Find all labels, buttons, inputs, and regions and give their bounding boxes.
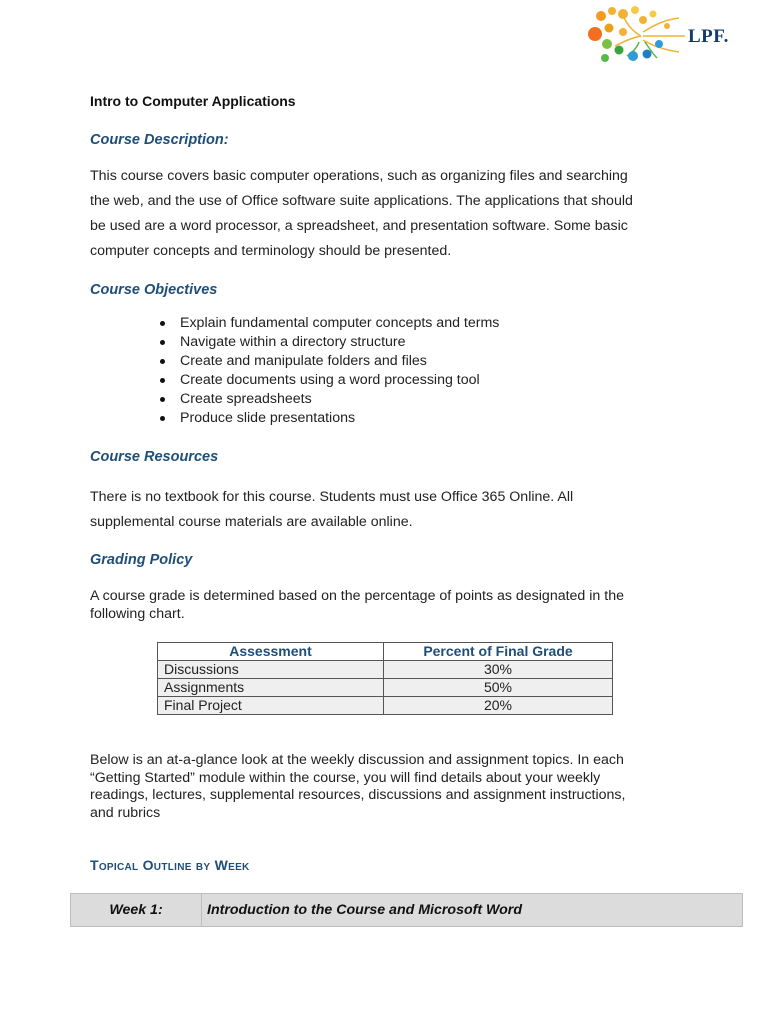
list-item: Navigate within a directory structure [90,333,499,352]
text-line: readings, lectures, supplemental resources, discussions and assignment instructions, [90,787,626,803]
text-line: following chart. [90,605,185,622]
logo-text: LPF. [688,26,729,47]
overview-text [90,752,690,822]
grading-table [157,642,613,715]
text-line: computer concepts and terminology should be presented. [90,243,452,259]
list-item: Produce slide presentations [90,409,499,428]
assessment-cell: Discussions [158,661,384,679]
table-row [158,661,613,679]
text-line: There is no textbook for this course. Students must use Office 365 Online. All [90,489,574,505]
course-resources-text [90,485,690,535]
week-label: Week 1: [71,894,202,926]
text-line: A course grade is determined based on the percentage of points as designated in the [90,588,624,604]
course-resources-heading: Course Resources [90,449,219,465]
percent-cell: 30% [384,661,613,679]
week-row [70,893,743,927]
grading-policy-text [90,588,690,623]
assessment-cell: Assignments [158,679,384,697]
text-line: the web, and the use of Office software suite applications. The applications that should [90,193,633,209]
lpf-logo [583,2,743,66]
course-description-heading: Course Description: [90,132,229,148]
course-objectives-heading: Course Objectives [90,282,218,298]
percent-cell: 20% [384,697,613,715]
list-item: Explain fundamental computer concepts and terms [90,314,499,333]
assessment-cell: Final Project [158,697,384,715]
text-line: “Getting Started” module within the course, you will find details about your weekly [90,769,601,786]
column-header: Percent of Final Grade [384,643,613,661]
percent-cell: 50% [384,679,613,697]
text-line: and rubrics [90,804,161,821]
list-item: Create and manipulate folders and files [90,352,499,371]
table-header-row [158,643,613,661]
document-title: Intro to Computer Applications [90,93,296,109]
text-line: This course covers basic computer operations, such as organizing files and searching [90,168,628,184]
grading-policy-heading: Grading Policy [90,552,193,568]
circuit-tree-icon [583,2,688,66]
table-row [158,679,613,697]
topical-outline-heading: Topical Outline by Week [90,857,250,873]
text-line: be used are a word processor, a spreadsheet, and presentation software. Some basic [90,218,628,234]
objectives-list [90,314,499,428]
text-line: Below is an at-a-glance look at the weekly discussion and assignment topics. In each [90,752,624,768]
week-topic: Introduction to the Course and Microsoft Word [207,902,522,918]
list-item: Create spreadsheets [90,390,499,409]
table-row [158,697,613,715]
text-line: supplemental course materials are available online. [90,514,413,530]
column-header: Assessment [158,643,384,661]
course-description-text [90,164,690,264]
list-item: Create documents using a word processing tool [90,371,499,390]
